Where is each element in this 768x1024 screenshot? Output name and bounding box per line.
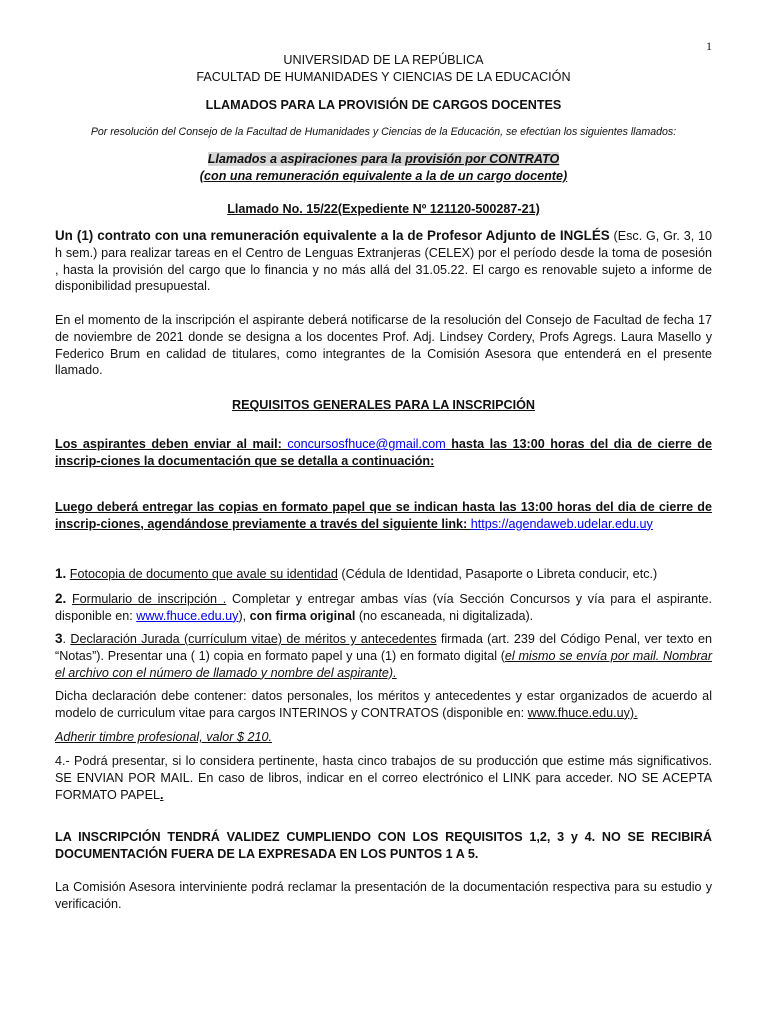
email-paragraph bbox=[55, 436, 712, 470]
contract-box-line1 bbox=[55, 151, 712, 168]
item-1-rest: (Cédula de Identidad, Pasaporte o Libreta conducir, etc.) bbox=[337, 567, 658, 581]
item-4 bbox=[55, 753, 712, 803]
stamp-note: Adherir timbre profesional, valor $ 210. bbox=[55, 730, 273, 744]
contract-line2: (con una remuneración equivalente a la de un cargo docente) bbox=[199, 168, 568, 183]
fhuce-link[interactable]: www.fhuce.edu.uy bbox=[136, 608, 239, 623]
item-4-tail: . bbox=[159, 787, 164, 802]
contract-line1-prefix: Llamados a aspiraciones para la bbox=[207, 152, 406, 166]
item-3-number: 3 bbox=[55, 631, 63, 646]
email-link[interactable]: concursosfhuce@gmail.com bbox=[287, 437, 446, 451]
item-2-bold: con firma original bbox=[249, 608, 356, 623]
faculty-name: FACULTAD DE HUMANIDADES Y CIENCIAS DE LA EDUCACIÓN bbox=[196, 69, 571, 84]
university-name: UNIVERSIDAD DE LA REPÚBLICA bbox=[283, 53, 484, 67]
item-3-dot: . bbox=[62, 632, 71, 646]
agenda-link[interactable]: https://agendaweb.udelar.edu.uy bbox=[470, 516, 653, 531]
validity-paragraph: LA INSCRIPCIÓN TENDRÁ VALIDEZ CUMPLIENDO CON LOS REQUISITOS 1,2, 3 y 4. NO SE RECIBIRÁ DOCUMENTACIÓN FUERA DE LA EXPRESADA EN LOS PUNTOS 1 A 5. bbox=[55, 830, 712, 861]
paper-part1: Luego deberá entregar las copias en formato papel que se indican hasta las 13:00 horas del dia de cierre de inscrip-ciones, agendándose previamente a través del siguiente link: bbox=[55, 500, 712, 531]
item-2-rest2: ), bbox=[238, 608, 250, 623]
item-3-content-text: Dicha declaración debe contener: datos personales, los méritos y antecedentes y estar organizados de acuerdo al modelo de curriculum vitae para cargos INTERINOS y CONTRATOS (disponible en: bbox=[55, 689, 712, 720]
item-3-title: Declaración Jurada (currículum vitae) de méritos y antecedentes bbox=[70, 632, 437, 646]
item-3-content-link[interactable]: www.fhuce.edu.uy). bbox=[527, 705, 638, 720]
final-paragraph: La Comisión Asesora interviniente podrá reclamar la presentación de la documentación respectiva para su estudio y verificación. bbox=[55, 880, 712, 911]
call-number: Llamado No. 15/22(Expediente Nº 121120-500287-21) bbox=[227, 202, 540, 216]
item-2 bbox=[55, 591, 712, 625]
email-part2: hasta las 13:00 horas del dia de cierre de inscrip-ciones la documentación que se detalla a continuación: bbox=[55, 437, 712, 468]
document-header bbox=[55, 52, 712, 86]
requirements-heading: REQUISITOS GENERALES PARA LA INSCRIPCIÓN bbox=[232, 398, 535, 412]
page-title: LLAMADOS PARA LA PROVISIÓN DE CARGOS DOCENTES bbox=[205, 98, 562, 112]
item-4-text: 4.- Podrá presentar, si lo considera pertinente, hasta cinco trabajos de su producción que estime más significativos. SE ENVIAN POR MAIL. En caso de libros, indicar en el correo electrónico el LINK para acceder. NO SE ACEPTA FORMATO PAPEL bbox=[55, 754, 712, 802]
contract-box bbox=[55, 151, 712, 185]
contract-line1-underlined: provisión por CONTRATO bbox=[405, 152, 560, 166]
item-3-italic-note: el mismo se envía por mail. Nombrar el archivo con el número de llamado y nombre del aspirante). bbox=[55, 648, 713, 680]
item-2-title: Formulario de inscripción . bbox=[71, 592, 227, 606]
intro-paragraph bbox=[55, 228, 712, 295]
paper-paragraph bbox=[55, 499, 712, 533]
email-part1: Los aspirantes deben enviar al mail: bbox=[55, 437, 288, 451]
item-1-number: 1. bbox=[55, 566, 67, 581]
item-3-rest1: firmada (art. 239 del Código Penal, ver texto en “Notas”). Presentar una ( 1) copia en formato papel y una (1) en formato digital ( bbox=[55, 632, 713, 663]
item-1-title: Fotocopia de documento que avale su identidad bbox=[69, 567, 338, 581]
intro-rest: (Esc. G, Gr. 3, 10 h sem.) para realizar tareas en el Centro de Lenguas Extranjeras (CELEX) por el período desde la toma de posesión , hasta la provisión del cargo que lo financia y no más allá del 31.05.22. El cargo es renovable sujeto a informe de disponibilidad presupuestal. bbox=[55, 229, 713, 294]
page-number: 1 bbox=[706, 39, 712, 53]
item-1 bbox=[55, 566, 712, 583]
intro-bold-lead: Un (1) contrato con una remuneración equivalente a la de Profesor Adjunto de INGLÉS bbox=[55, 228, 610, 243]
item-3-content bbox=[55, 688, 712, 722]
item-2-rest1: Completar y entregar ambas vías (vía Sección Concursos y vía para el aspirante. disponible en: bbox=[55, 592, 712, 623]
contract-box-line2 bbox=[55, 168, 712, 185]
notice-paragraph: En el momento de la inscripción el aspirante deberá notificarse de la resolución del Consejo de Facultad de fecha 17 de noviembre de 2021 donde se designa a los docentes Prof. Adj. Lindsey Cordery, Profs Agregs. Laura Masello y Federico Brum en calidad de titulares, como integrantes de la Comisión Asesora que entenderá en el presente llamado. bbox=[55, 313, 712, 378]
resolution-note: Por resolución del Consejo de la Facultad de Humanidades y Ciencias de la Educación, se efectúan los siguientes llamados: bbox=[90, 126, 677, 138]
item-3 bbox=[55, 631, 712, 681]
item-2-rest3: (no escaneada, ni digitalizada). bbox=[355, 608, 534, 623]
item-2-number: 2. bbox=[55, 591, 67, 606]
